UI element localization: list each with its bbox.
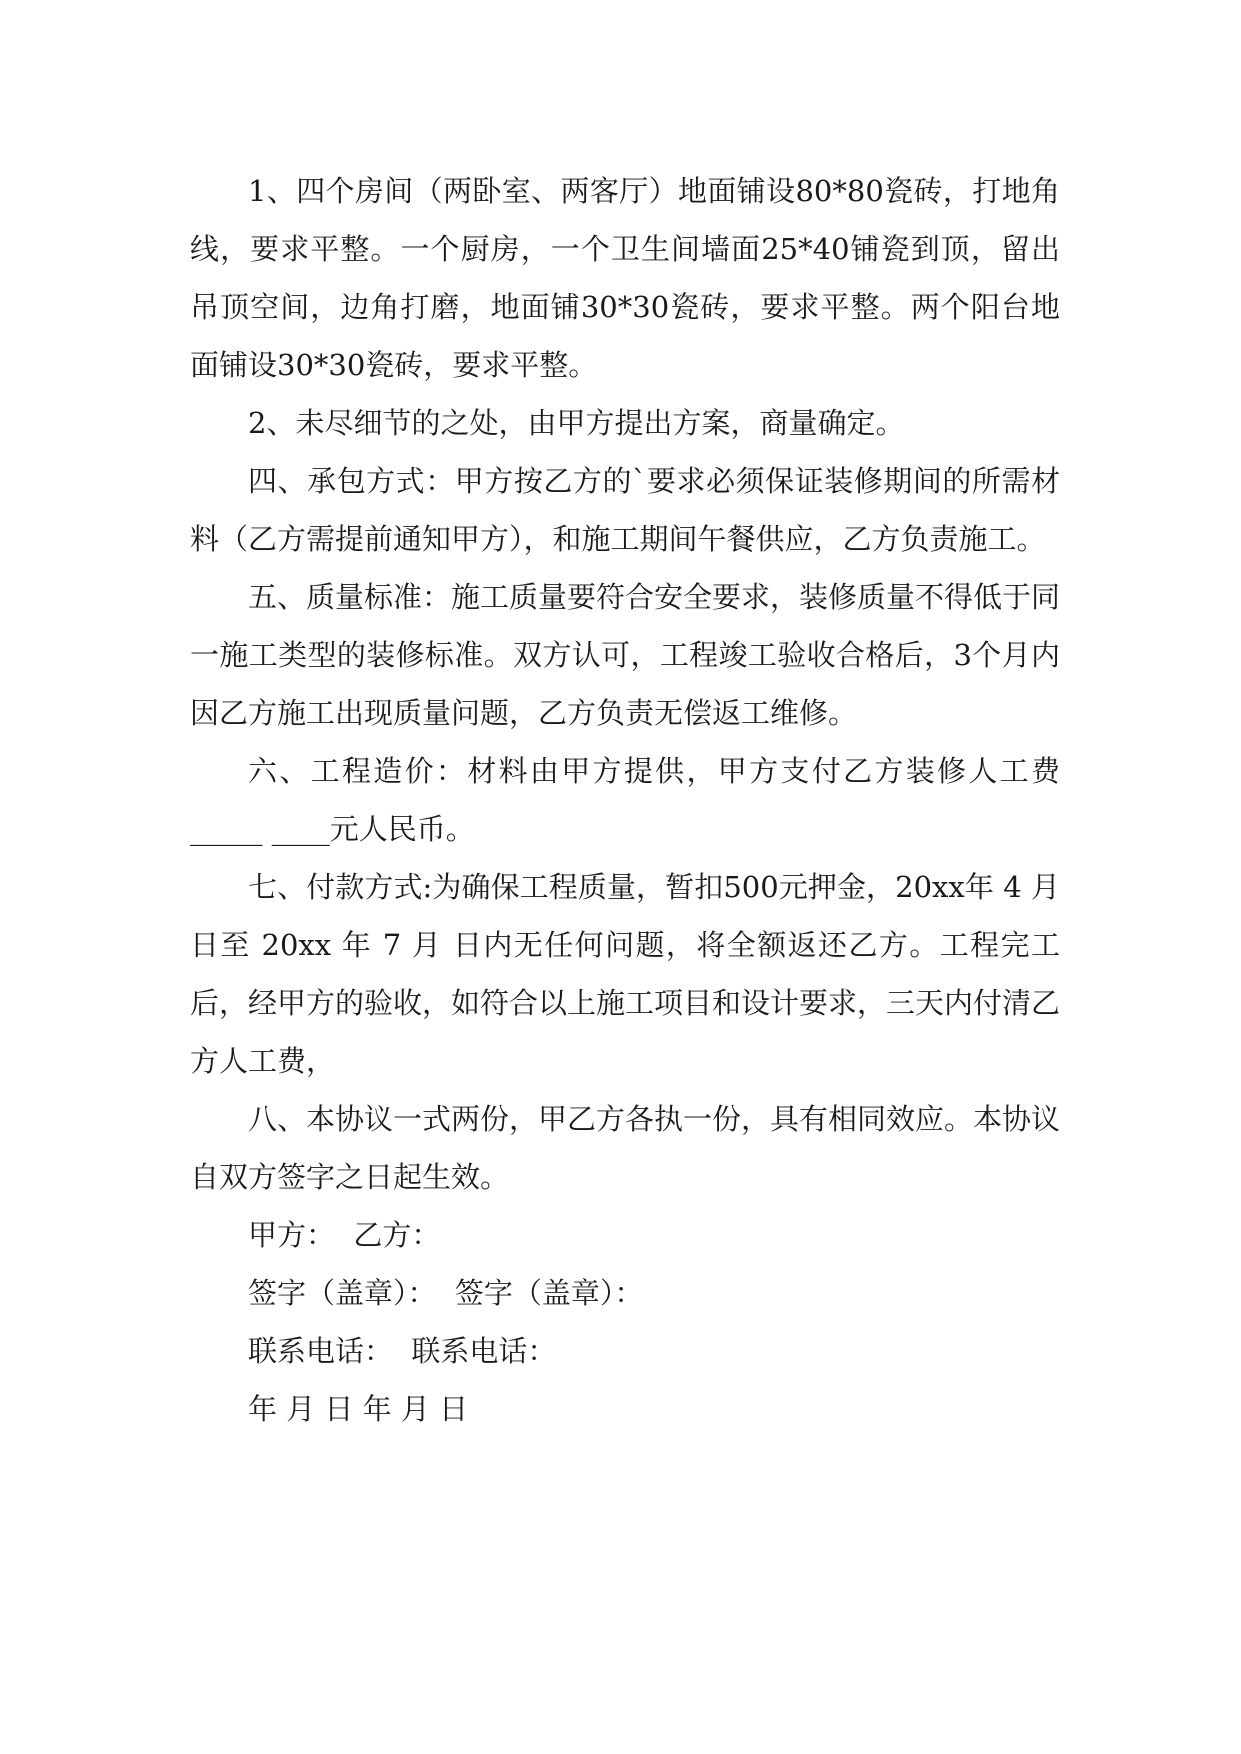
signature-seal-line: 签字（盖章）： 签字（盖章）： <box>248 1276 644 1310</box>
contract-method-paragraph: 四、承包方式：甲方按乙方的`要求必须保证装修期间的所需材料（乙方需提前通知甲方），和施工期间午餐供应，乙方负责施工。 <box>190 464 1060 556</box>
date-line: 年 月 日 年 月 日 <box>248 1392 469 1426</box>
contact-phone-line: 联系电话： 联系电话： <box>248 1334 557 1368</box>
document-body <box>190 162 1060 1438</box>
clause-1-paragraph: 1、四个房间（两卧室、两客厅）地面铺设80*80瓷砖，打地角线，要求平整。一个厨房，一个卫生间墙面25*40铺瓷到顶，留出吊顶空间，边角打磨，地面铺30*30瓷砖，要求平整。两个阳台地面铺设30*30瓷砖，要求平整。 <box>190 174 1060 382</box>
payment-method-paragraph: 七、付款方式:为确保工程质量，暂扣500元押金，20xx年 4 月 日至 20xx 年 7 月 日内无任何问题，将全额返还乙方。工程完工后，经甲方的验收，如符合以上施工项目和设计要求，三天内付清乙方人工费， <box>190 870 1061 1078</box>
quality-standard-paragraph: 五、质量标准：施工质量要符合安全要求，装修质量不得低于同一施工类型的装修标准。双方认可，工程竣工验收合格后，3个月内因乙方施工出现质量问题，乙方负责无偿返工维修。 <box>190 580 1061 730</box>
agreement-copies-paragraph: 八、本协议一式两份，甲乙方各执一份，具有相同效应。本协议自双方签字之日起生效。 <box>190 1102 1061 1194</box>
party-names-line: 甲方： 乙方： <box>248 1218 441 1252</box>
project-cost-paragraph: 六、工程造价：材料由甲方提供，甲方支付乙方装修人工费_____ ____元人民币。 <box>190 754 1060 846</box>
clause-2-paragraph: 2、未尽细节的之处，由甲方提出方案，商量确定。 <box>248 406 905 440</box>
